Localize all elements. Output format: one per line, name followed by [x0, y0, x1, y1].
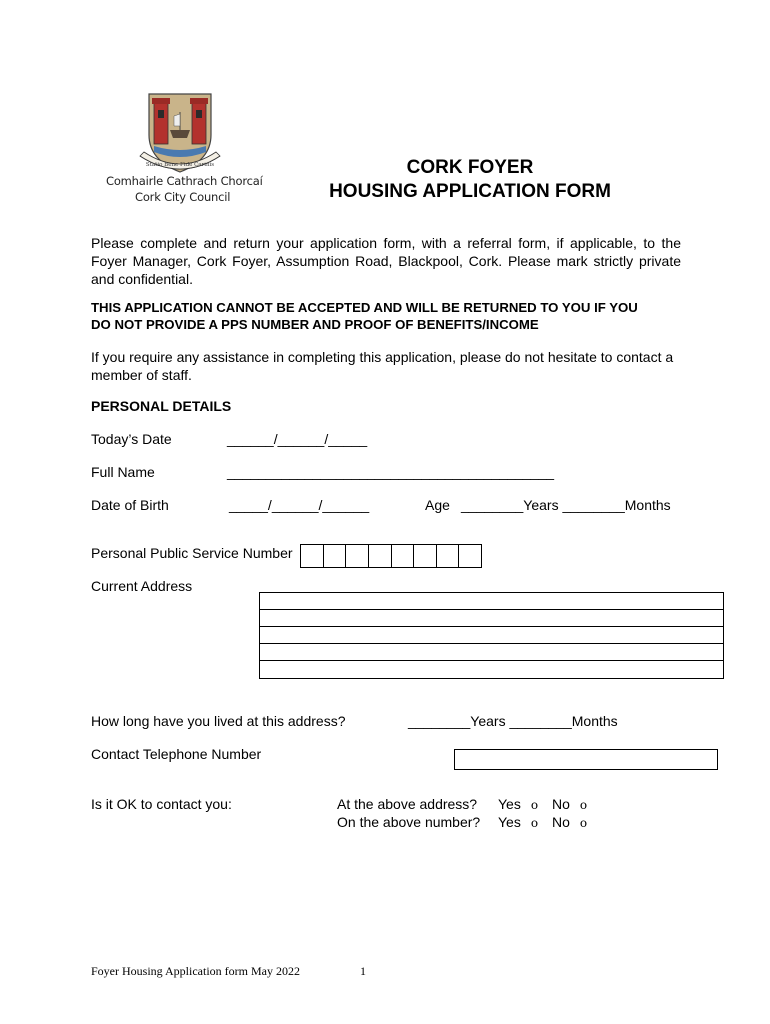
pps-cell[interactable] — [346, 545, 369, 567]
contact-address-yes[interactable] — [498, 796, 538, 812]
contact-address-no[interactable] — [552, 796, 587, 812]
todays-date-label: Today’s Date — [91, 431, 172, 447]
duration-field[interactable]: ________Years ________Months — [408, 713, 618, 729]
phone-input[interactable] — [454, 749, 718, 770]
phone-label: Contact Telephone Number — [91, 746, 262, 762]
address-line[interactable] — [260, 593, 723, 610]
warning-line-2: DO NOT PROVIDE A PPS NUMBER AND PROOF OF BENEFITS/INCOME — [91, 317, 539, 332]
current-address-label: Current Address — [91, 578, 193, 594]
full-name-field[interactable]: __________________________________________ — [227, 464, 555, 480]
pps-cell[interactable] — [459, 545, 481, 567]
yes-radio-icon[interactable]: o — [530, 798, 539, 812]
no-radio-icon[interactable]: o — [579, 798, 588, 812]
assistance-text: If you require any assistance in completing this application, please do not hesitate to contact a member of staff. — [91, 349, 674, 383]
address-line[interactable] — [260, 661, 723, 678]
todays-date-field[interactable]: ______/______/_____ — [227, 431, 368, 447]
council-name-irish: Comhairle Cathrach Chorcaí — [106, 174, 263, 188]
no-radio-icon[interactable]: o — [579, 816, 588, 830]
age-field[interactable]: ________Years ________Months — [461, 497, 671, 513]
contact-address-label: At the above address? — [337, 796, 478, 812]
pps-cell[interactable] — [437, 545, 460, 567]
dob-field[interactable]: _____/______/______ — [229, 497, 370, 513]
no-label: No — [552, 796, 570, 812]
pps-label: Personal Public Service Number — [91, 545, 293, 561]
pps-number-input[interactable] — [300, 544, 482, 568]
page-title-line2: HOUSING APPLICATION FORM — [329, 181, 611, 202]
contact-number-no[interactable] — [552, 814, 587, 830]
pps-cell[interactable] — [324, 545, 347, 567]
warning-line-1: THIS APPLICATION CANNOT BE ACCEPTED AND WILL BE RETURNED TO YOU IF YOU — [91, 300, 638, 315]
full-name-label: Full Name — [91, 464, 155, 480]
contact-ok-label: Is it OK to contact you: — [91, 796, 232, 812]
pps-cell[interactable] — [392, 545, 415, 567]
footer-doc-name: Foyer Housing Application form May 2022 — [91, 964, 300, 978]
yes-radio-icon[interactable]: o — [530, 816, 539, 830]
instructions-text: Please complete and return your application form, with a referral form, if applicable, to the Foyer Manager, Cork Foyer, Assumption Road, Blackpool, Cork. Please mark strictly private and confidential. — [91, 235, 681, 287]
svg-text:Statio Bene Fide Carinis: Statio Bene Fide Carinis — [145, 162, 215, 168]
contact-number-yes[interactable] — [498, 814, 538, 830]
dob-label: Date of Birth — [91, 497, 169, 513]
pps-cell[interactable] — [369, 545, 392, 567]
page-number: 1 — [360, 964, 366, 978]
address-line[interactable] — [260, 627, 723, 644]
yes-label: Yes — [498, 814, 521, 830]
personal-details-heading: PERSONAL DETAILS — [91, 398, 232, 414]
council-name-english: Cork City Council — [135, 190, 231, 204]
no-label: No — [552, 814, 570, 830]
yes-label: Yes — [498, 796, 521, 812]
duration-label: How long have you lived at this address? — [91, 713, 346, 729]
address-line[interactable] — [260, 610, 723, 627]
pps-cell[interactable] — [414, 545, 437, 567]
current-address-box[interactable] — [259, 592, 724, 679]
age-label: Age — [425, 497, 450, 513]
pps-cell[interactable] — [301, 545, 324, 567]
address-line[interactable] — [260, 644, 723, 661]
page-title-line1: CORK FOYER — [406, 157, 534, 178]
contact-number-label: On the above number? — [337, 814, 481, 830]
